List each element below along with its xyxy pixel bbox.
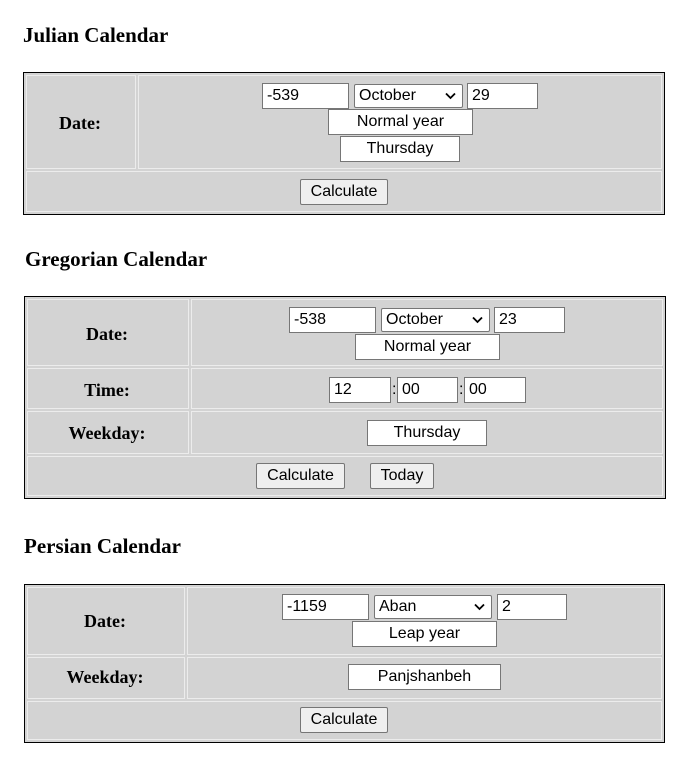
persian-weekday-output: Panjshanbeh <box>348 664 501 690</box>
persian-month-value: Aban <box>379 598 417 615</box>
gregorian-actions-cell <box>27 456 663 496</box>
julian-weekday-output: Thursday <box>340 136 460 162</box>
julian-title: Julian Calendar <box>23 23 169 47</box>
gregorian-title: Gregorian Calendar <box>25 247 208 271</box>
time-separator: : <box>459 381 464 398</box>
gregorian-month-value: October <box>386 311 443 328</box>
gregorian-year-input[interactable]: -538 <box>289 307 376 333</box>
persian-day-input[interactable]: 2 <box>497 594 567 620</box>
gregorian-day-input[interactable]: 23 <box>494 307 565 333</box>
persian-date-label: Date: <box>84 611 126 631</box>
gregorian-date-label: Date: <box>86 324 128 344</box>
gregorian-time-label: Time: <box>84 380 130 400</box>
minute-input[interactable]: 00 <box>397 377 458 403</box>
hour-input[interactable]: 12 <box>329 377 391 403</box>
chevron-down-icon <box>472 316 483 324</box>
chevron-down-icon <box>474 603 485 611</box>
time-separator: : <box>392 381 397 398</box>
gregorian-weekday-output: Thursday <box>367 420 487 446</box>
julian-day-input[interactable]: 29 <box>467 83 538 109</box>
gregorian-month-select[interactable] <box>381 308 490 332</box>
persian-calculate-button[interactable]: Calculate <box>300 707 388 733</box>
persian-month-select[interactable] <box>374 595 492 619</box>
second-input[interactable]: 00 <box>464 377 526 403</box>
chevron-down-icon <box>445 92 456 100</box>
gregorian-weekday-label: Weekday: <box>68 423 146 443</box>
julian-year-type-output: Normal year <box>328 109 473 135</box>
persian-year-input[interactable]: -1159 <box>282 594 369 620</box>
julian-month-value: October <box>359 87 416 104</box>
persian-title: Persian Calendar <box>24 534 181 558</box>
julian-calculate-button[interactable]: Calculate <box>300 179 388 205</box>
julian-month-select[interactable] <box>354 84 463 108</box>
today-button[interactable]: Today <box>370 463 434 489</box>
gregorian-year-type-output: Normal year <box>355 334 500 360</box>
persian-weekday-label: Weekday: <box>66 667 144 687</box>
persian-year-type-output: Leap year <box>352 621 497 647</box>
julian-year-input[interactable]: -539 <box>262 83 349 109</box>
gregorian-calculate-button[interactable]: Calculate <box>256 463 345 489</box>
julian-date-label: Date: <box>59 113 101 133</box>
